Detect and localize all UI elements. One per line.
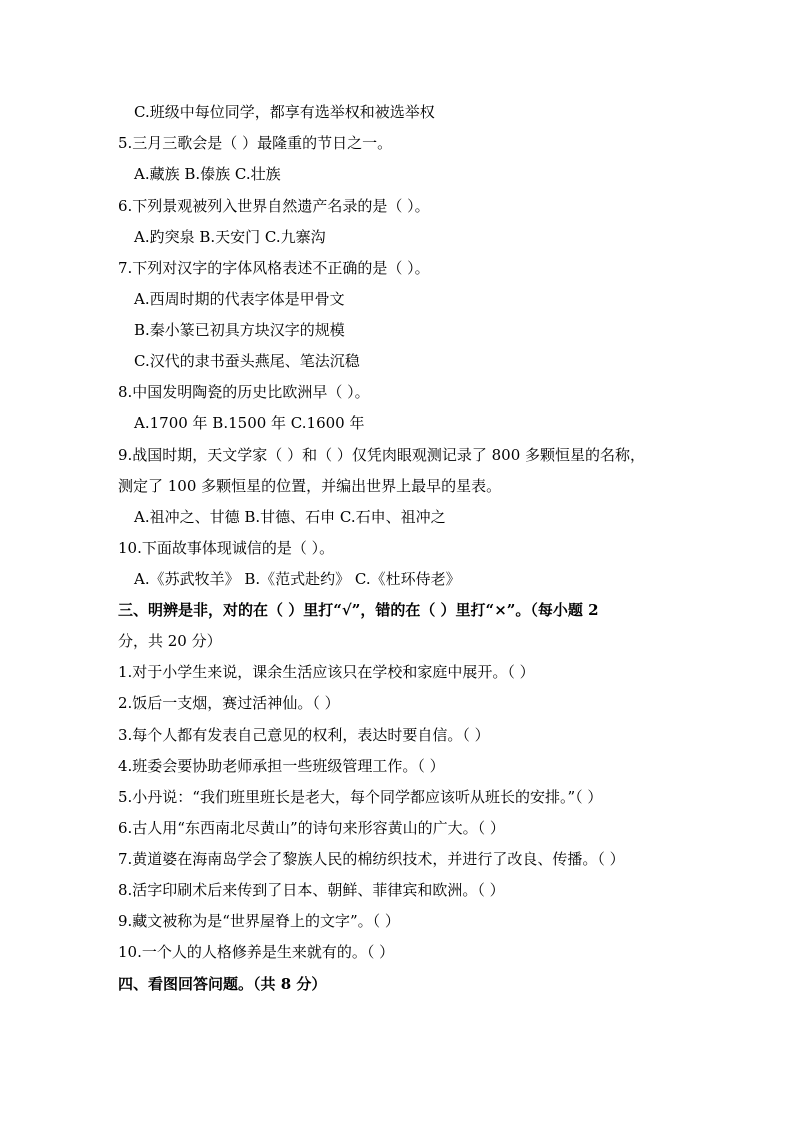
section-3-heading: 三、明辨是非，对的在（ ）里打“√”，错的在（ ）里打“×”。（每小题 2 (118, 601, 599, 619)
q8-options: A.1700 年 B.1500 年 C.1600 年 (134, 414, 365, 432)
tf-item-8: 8.活字印刷术后来传到了日本、朝鲜、菲律宾和欧洲。（ ） (118, 881, 505, 899)
tf-item-2: 2.饭后一支烟，赛过活神仙。（ ） (118, 694, 340, 712)
q9-options: A.祖冲之、甘德 B.甘德、石申 C.石申、祖冲之 (134, 508, 446, 526)
q8-question: 8.中国发明陶瓷的历史比欧洲早（ ）。 (118, 383, 370, 401)
tf-item-1: 1.对于小学生来说，课余生活应该只在学校和家庭中展开。（ ） (118, 663, 535, 681)
q6-options: A.趵突泉 B.天安门 C.九寨沟 (134, 228, 326, 246)
q9-question-line2: 测定了 100 多颗恒星的位置，并编出世界上最早的星表。 (118, 477, 502, 495)
section-3-heading-cont: 分，共 20 分） (118, 632, 222, 650)
q4-option-c: C.班级中每位同学，都享有选举权和被选举权 (134, 103, 435, 121)
q10-question: 10.下面故事体现诚信的是（ ）。 (118, 539, 335, 557)
q10-options: A.《苏武牧羊》 B.《范式赴约》 C.《杜环侍老》 (134, 570, 461, 588)
tf-item-10: 10.一个人的人格修养是生来就有的。（ ） (118, 943, 395, 961)
tf-item-3: 3.每个人都有发表自己意见的权利，表达时要自信。（ ） (118, 726, 490, 744)
q7-question: 7.下列对汉字的字体风格表述不正确的是（ ）。 (118, 259, 430, 277)
q7-option-b: B.秦小篆已初具方块汉字的规模 (134, 321, 345, 339)
q9-question-line1: 9.战国时期，天文学家（ ）和（ ）仅凭肉眼观测记录了 800 多颗恒星的名称， (118, 446, 646, 464)
tf-item-4: 4.班委会要协助老师承担一些班级管理工作。（ ） (118, 757, 445, 775)
tf-item-6: 6.古人用“东西南北尽黄山”的诗句来形容黄山的广大。（ ） (118, 819, 505, 837)
tf-item-5: 5.小丹说：“我们班里班长是老大，每个同学都应该听从班长的安排。”（ ） (118, 788, 603, 806)
q5-question: 5.三月三歌会是（ ）最隆重的节日之一。 (118, 134, 393, 152)
q6-question: 6.下列景观被列入世界自然遗产名录的是（ ）。 (118, 197, 430, 215)
section-4-heading: 四、看图回答问题。（共 8 分） (118, 975, 327, 993)
tf-item-7: 7.黄道婆在海南岛学会了黎族人民的棉纺织技术，并进行了改良、传播。（ ） (118, 850, 625, 868)
q5-options: A.藏族 B.傣族 C.壮族 (134, 165, 281, 183)
q7-option-c: C.汉代的隶书蚕头燕尾、笔法沉稳 (134, 352, 360, 370)
tf-item-9: 9.藏文被称为是“世界屋脊上的文字”。（ ） (118, 912, 400, 930)
q7-option-a: A.西周时期的代表字体是甲骨文 (134, 290, 345, 308)
